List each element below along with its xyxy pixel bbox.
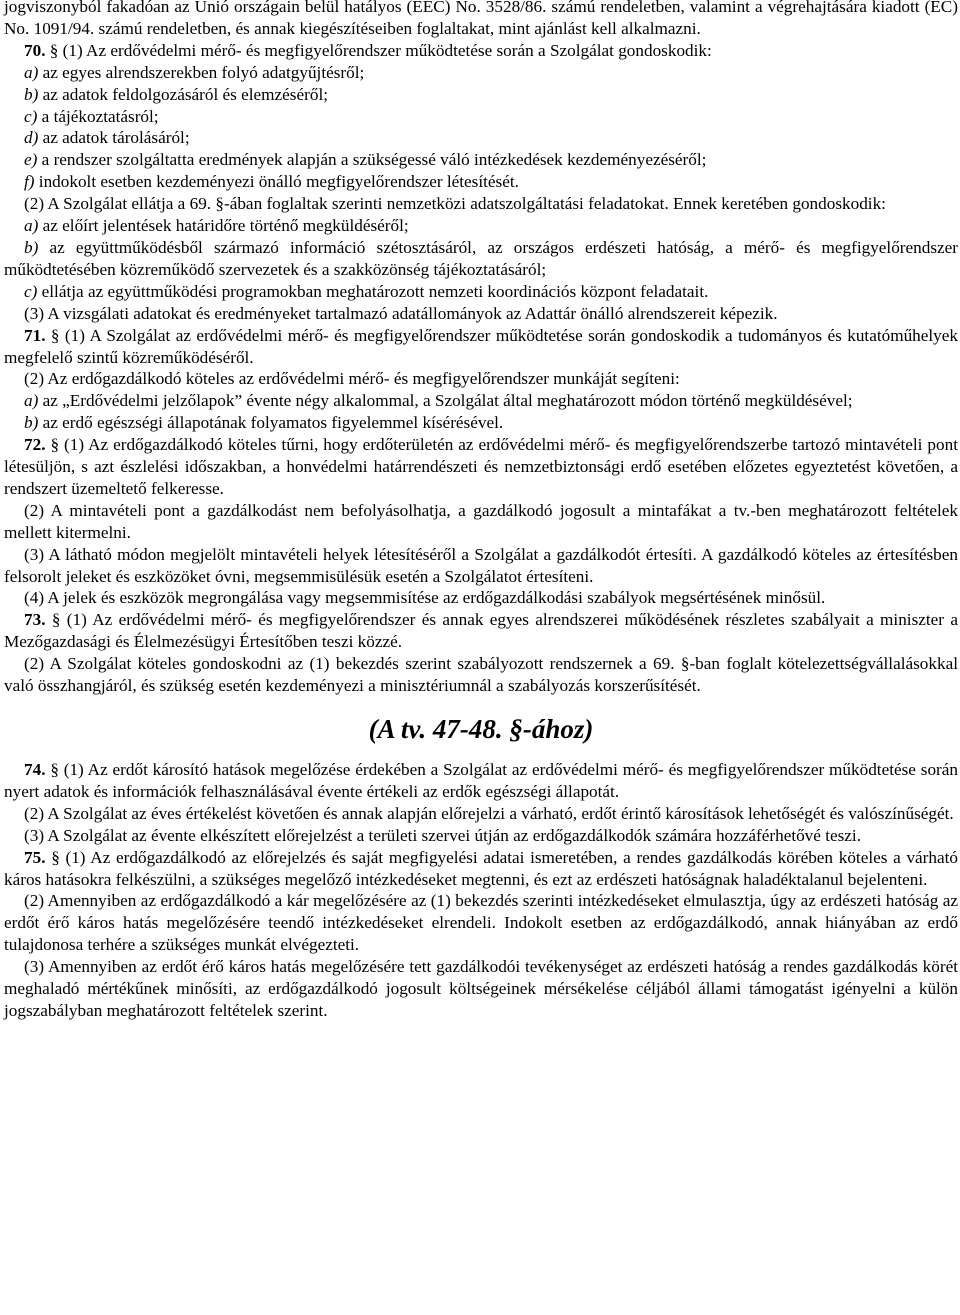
paragraph <box>4 303 958 325</box>
section-heading <box>4 709 958 749</box>
text-run: az egyes alrendszerekben folyó adatgyűjtésről; <box>38 62 365 82</box>
section-number: 74. <box>24 760 46 779</box>
section-number: 75. <box>24 847 46 867</box>
paragraph <box>4 237 958 281</box>
paragraph <box>4 0 958 40</box>
text-run: § (1) A Szolgálat az erdővédelmi mérő- és megfigyelőrendszer működtetése során gondoskodik a tudományos és kutatóműhelyek megfelelő szintű közreműködéséről. <box>4 325 958 367</box>
text-run: § (1) Az erdőt károsító hatások megelőzése érdekében a Szolgálat az erdővédelmi mérő- és megfigyelőrendszer működtetése során nyert adatok és információk felhasználásával évente értékeli az erdők egészségi állapotát. <box>4 760 958 801</box>
list-marker: a) <box>24 391 39 411</box>
list-marker: c) <box>24 106 38 126</box>
paragraph <box>4 281 958 303</box>
text-run: (2) A Szolgálat köteles gondoskodni az (1) bekezdés szerint szabályozott rendszernek a 69. §-ban foglalt kötelezettségvállalásokkal való összhangjáról, és szükség esetén kezdeményezi a minisztériumnál a szabályozás korszerűsítését. <box>4 654 958 696</box>
text-run: (2) Az erdőgazdálkodó köteles az erdővédelmi mérő- és megfigyelőrendszer munkáját segíteni: <box>24 369 680 389</box>
list-marker: c) <box>24 281 38 301</box>
text-run: (2) Amennyiben az erdőgazdálkodó a kár megelőzésére az (1) bekezdés szerinti intézkedéseket elmulasztja, úgy az erdészeti hatóság az erdőt érő káros hatás megelőzésére teendő intézkedéseket elrendeli. Indokolt esetben az erdőgazdálkodó, annak hiányában az erdő tulajdonosa terhére a szükséges munkát elvégezteti. <box>4 891 958 955</box>
list-marker: b) <box>24 237 39 257</box>
section-number: 73. <box>24 610 46 630</box>
text-run: az előírt jelentések határidőre történő megküldéséről; <box>38 216 409 236</box>
list-marker: a) <box>24 62 39 82</box>
list-marker: b) <box>24 413 39 433</box>
text-run: ellátja az együttműködési programokban meghatározott nemzeti koordinációs központ feladatait. <box>37 281 709 301</box>
paragraph <box>4 171 958 193</box>
text-run: (3) A vizsgálati adatokat és eredményeket tartalmazó adatállományok az Adattár önálló alrendszereit képezik. <box>24 303 778 323</box>
list-marker: b) <box>24 84 39 104</box>
paragraph <box>4 325 958 369</box>
list-marker: a) <box>24 216 39 236</box>
paragraph <box>4 412 958 434</box>
document-body <box>4 0 958 1022</box>
paragraph <box>4 544 958 588</box>
section-number: 70. <box>24 40 46 60</box>
text-run: indokolt esetben kezdeményezi önálló megfigyelőrendszer létesítését. <box>34 172 519 192</box>
paragraph <box>4 106 958 128</box>
paragraph <box>4 127 958 149</box>
text-run: § (1) Az erdőgazdálkodó köteles tűrni, hogy erdőterületén az erdővédelmi mérő- és megfigyelőrendszerbe tartozó mintavételi pont létesüljön, s azt észlelési időszakban, a honvédelmi határrendészeti és nemzetbiztonsági erdő esetében előzetes egyeztetést követően, a rendszert üzemeltető felkeresse. <box>4 435 958 498</box>
text-run: (3) A Szolgálat az évente elkészített előrejelzést a területi szervei útján az erdőgazdálkodók számára hozzáférhetővé teszi. <box>24 825 861 845</box>
paragraph <box>4 587 958 609</box>
text-run: az adatok tárolásáról; <box>38 128 190 148</box>
paragraph <box>4 62 958 84</box>
paragraph <box>4 215 958 237</box>
paragraph <box>4 434 958 500</box>
text-run: az „Erdővédelmi jelzőlapok” évente négy alkalommal, a Szolgálat által meghatározott módon történő megküldésével; <box>38 391 853 411</box>
paragraph <box>4 368 958 390</box>
text-run: a rendszer szolgáltatta eredmények alapján a szükségessé váló intézkedések kezdeményezéséről; <box>37 150 707 170</box>
text-run: (2) A Szolgálat az éves értékelést követően és annak alapján előrejelzi a várható, erdőt érintő károsítások lehetőségét és valószínűségét. <box>24 803 954 823</box>
paragraph <box>4 803 958 825</box>
paragraph <box>4 956 958 1022</box>
list-marker: f) <box>24 172 35 192</box>
paragraph <box>4 84 958 106</box>
text-run: jogviszonyból fakadóan az Unió országain belül hatályos (EEC) No. 3528/86. számú rendeletben, valamint a végrehajtására kiadott (EC) No. 1091/94. számú rendeletben, és annak kiegészítéseiben foglaltakat, mint ajánlást kell alkalmazni. <box>4 0 958 38</box>
text-run: (2) A Szolgálat ellátja a 69. §-ában foglaltak szerinti nemzetközi adatszolgáltatási feladatokat. Ennek keretében gondoskodik: <box>24 194 886 214</box>
text-run: (4) A jelek és eszközök megrongálása vagy megsemmisítése az erdőgazdálkodási szabályok megsértésének minősül. <box>24 588 826 608</box>
paragraph <box>4 653 958 697</box>
paragraph <box>4 193 958 215</box>
paragraph <box>4 609 958 653</box>
paragraph <box>4 847 958 891</box>
text-run: az erdő egészségi állapotának folyamatos figyelemmel kísérésével. <box>38 413 504 433</box>
list-marker: d) <box>24 128 39 148</box>
text-run: az adatok feldolgozásáról és elemzéséről; <box>38 84 328 104</box>
text-run: § (1) Az erdőgazdálkodó az előrejelzés és saját megfigyelési adatai ismeretében, a rendes gazdálkodás körében köteles a várható káros hatásokra felkészülni, a szükséges megelőző intézkedéseket megtenni, és ezt az erdészeti hatóságnak haladéktalanul bejelenteni. <box>4 847 958 889</box>
text-run: (3) A látható módon megjelölt mintavételi helyek létesítéséről a Szolgálat a gazdálkodót értesíti. A gazdálkodó köteles az értesítésben felsorolt jeleket és eszközöket óvni, megsemmisülésük esetén a Szolgálatot értesíteni. <box>4 544 958 586</box>
paragraph <box>4 759 958 803</box>
list-marker: e) <box>24 150 38 170</box>
text-run: § (1) Az erdővédelmi mérő- és megfigyelőrendszer és annak egyes alrendszerei működésének részletes szabályait a miniszter a Mezőgazdasági és Élelmezésügyi Értesítőben teszi közzé. <box>4 610 958 652</box>
paragraph <box>4 390 958 412</box>
text-run: (A tv. 47-48. §-ához) <box>368 714 594 744</box>
text-run: (3) Amennyiben az erdőt érő káros hatás megelőzésére tett gazdálkodói tevékenységet az erdészeti hatóság a rendes gazdálkodás körét meghaladó mértékűnek minősíti, az erdőgazdálkodó jogosult költségeinek mérsékelése céljából állami támogatást igényelni a külön jogszabályban meghatározott feltételek szerint. <box>4 957 958 1020</box>
section-number: 71. <box>24 325 46 345</box>
text-run: az együttműködésből származó információ szétosztásáról, az országos erdészeti hatóság, a mérő- és megfigyelőrendszer működtetésében közreműködő szervezetek és a szakközönség tájékoztatásáról; <box>4 237 958 279</box>
text-run: (2) A mintavételi pont a gazdálkodást nem befolyásolhatja, a gazdálkodó jogosult a mintafákat a tv.-ben meghatározott feltételek mellett kitermelni. <box>4 500 958 542</box>
paragraph <box>4 890 958 956</box>
text-run: § (1) Az erdővédelmi mérő- és megfigyelőrendszer működtetése során a Szolgálat gondoskodik: <box>45 40 712 60</box>
paragraph <box>4 500 958 544</box>
paragraph <box>4 825 958 847</box>
text-run: a tájékoztatásról; <box>37 106 159 126</box>
paragraph <box>4 149 958 171</box>
section-number: 72. <box>24 435 46 455</box>
paragraph <box>4 40 958 62</box>
